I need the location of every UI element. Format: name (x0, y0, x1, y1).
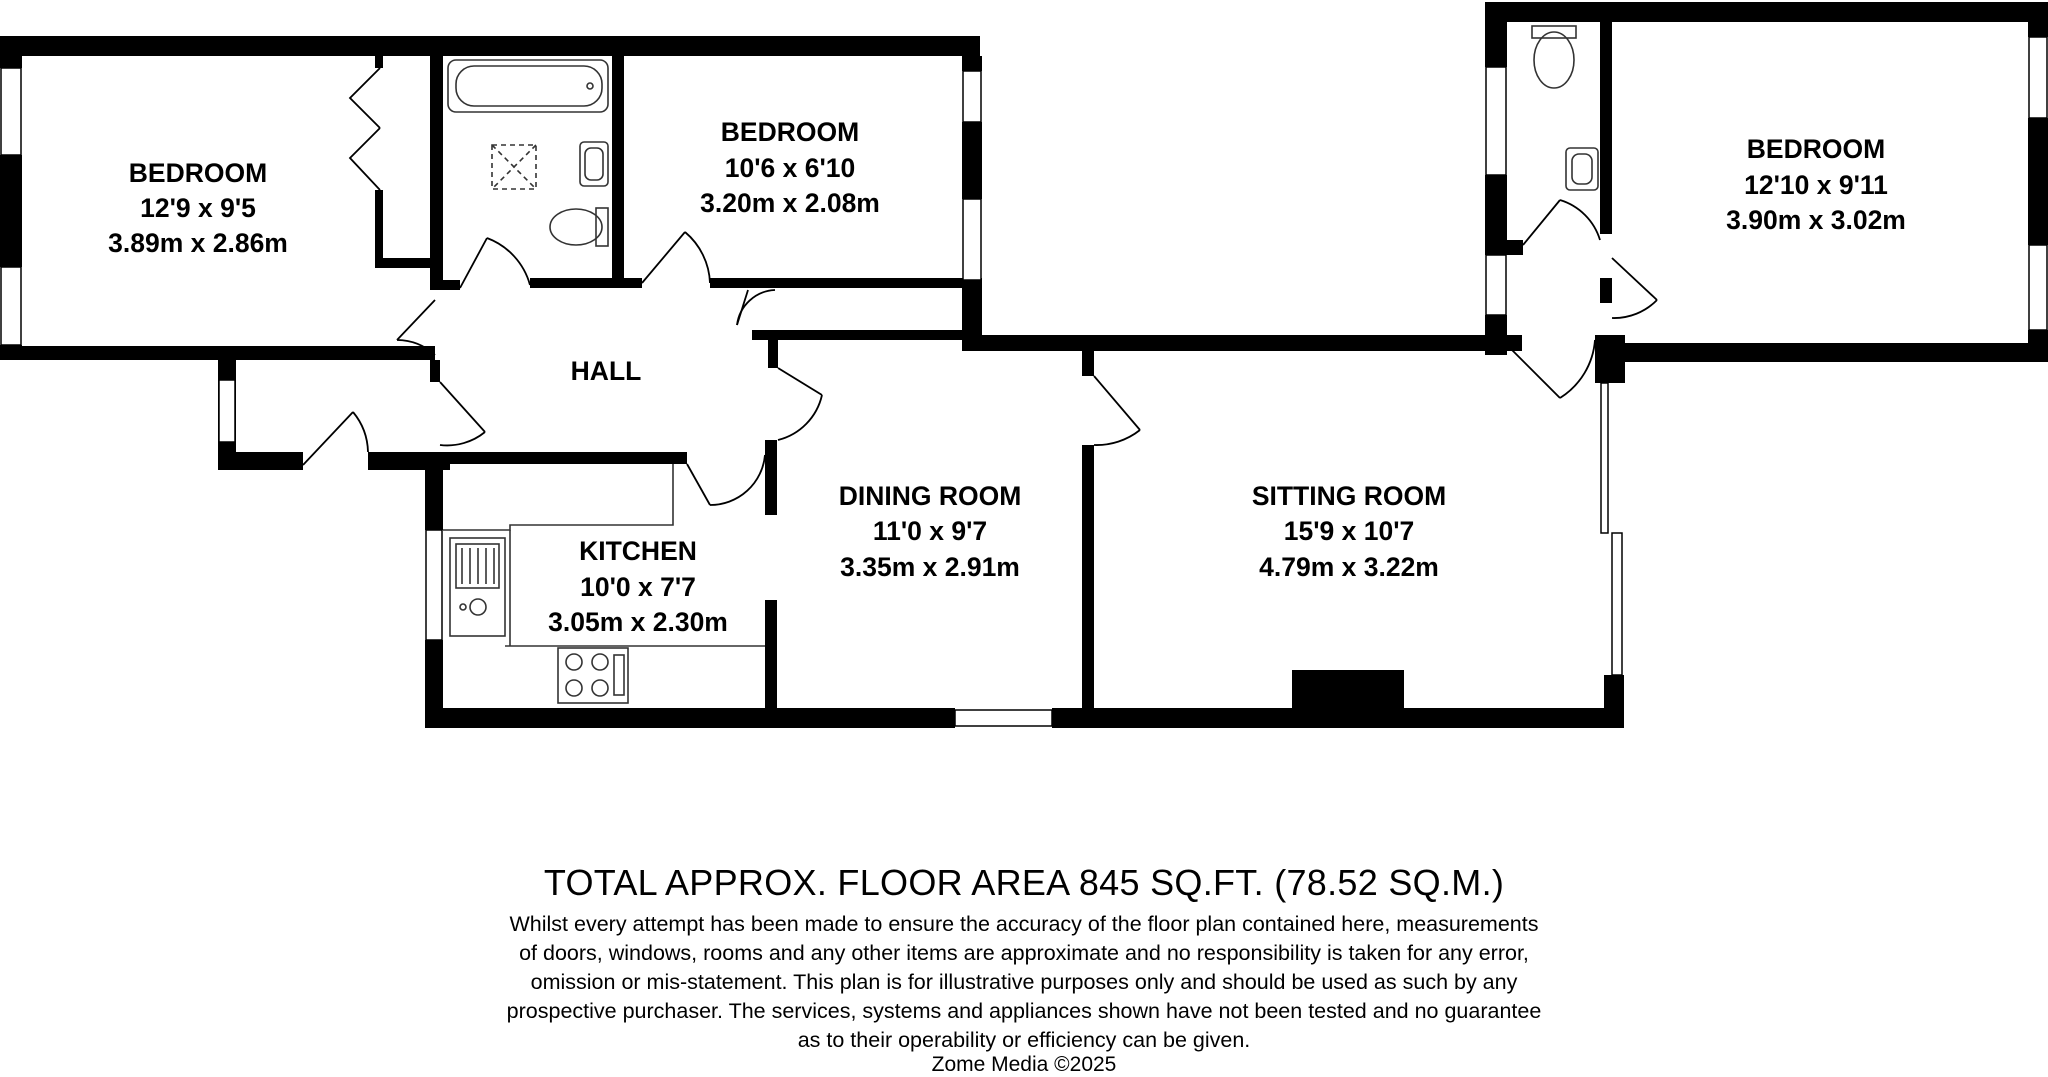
disclaimer (0, 910, 2048, 1055)
dining-room-name: DINING ROOM (838, 481, 1022, 511)
skylight-icon (492, 145, 536, 189)
kitchen-name: KITCHEN (579, 536, 697, 566)
bedroom-2-name: BEDROOM (720, 117, 860, 147)
windows (1, 37, 2047, 726)
credit: Zome Media ©2025 (931, 1053, 1117, 1076)
sitting-room-metric: 4.79m x 3.22m (1259, 552, 1439, 582)
basin-icon (580, 142, 608, 186)
bedroom-3-imperial: 12'10 x 9'11 (1744, 170, 1888, 200)
bedroom-2-imperial: 10'6 x 6'10 (724, 153, 856, 183)
kitchen-imperial: 10'0 x 7'7 (580, 572, 696, 602)
walls (0, 2, 2048, 728)
wc-basin-icon (1566, 148, 1598, 190)
disclaimer-line: of doors, windows, rooms and any other items are approximate and no responsibility is taken for any error, (519, 941, 1529, 965)
bedroom-2-metric: 3.20m x 2.08m (700, 188, 880, 218)
bedroom-3-metric: 3.90m x 3.02m (1726, 205, 1906, 235)
bath-icon (448, 60, 608, 112)
disclaimer-line: Whilst every attempt has been made to ensure the accuracy of the floor plan contained here, measurements (509, 912, 1539, 936)
dining-room-metric: 3.35m x 2.91m (840, 552, 1020, 582)
wc-toilet-icon (1532, 26, 1576, 88)
sitting-room-imperial: 15'9 x 10'7 (1283, 516, 1415, 546)
sitting-room-name: SITTING ROOM (1251, 481, 1447, 511)
kitchen-metric: 3.05m x 2.30m (548, 607, 728, 637)
disclaimer-line: as to their operability or efficiency can be given. (797, 1028, 1251, 1052)
disclaimer-line: prospective purchaser. The services, systems and appliances shown have not been tested and no guarantee (506, 999, 1542, 1023)
kitchen-counter (443, 464, 673, 530)
bedroom-3-name: BEDROOM (1746, 134, 1886, 164)
bedroom-1-metric: 3.89m x 2.86m (108, 228, 288, 258)
dining-room-imperial: 11'0 x 9'7 (872, 516, 988, 546)
total-floor-area: TOTAL APPROX. FLOOR AREA 845 SQ.FT. (78.52 SQ.M.) (543, 862, 1505, 903)
toilet-icon (550, 208, 608, 246)
kitchen-sink-icon (450, 538, 505, 636)
hob-icon (558, 648, 628, 703)
bedroom-1-imperial: 12'9 x 9'5 (140, 193, 256, 223)
disclaimer-line: omission or mis-statement. This plan is for illustrative purposes only and should be used as such by any (530, 970, 1518, 994)
bedroom-1-name: BEDROOM (128, 158, 268, 188)
hall-name: HALL (570, 356, 642, 386)
